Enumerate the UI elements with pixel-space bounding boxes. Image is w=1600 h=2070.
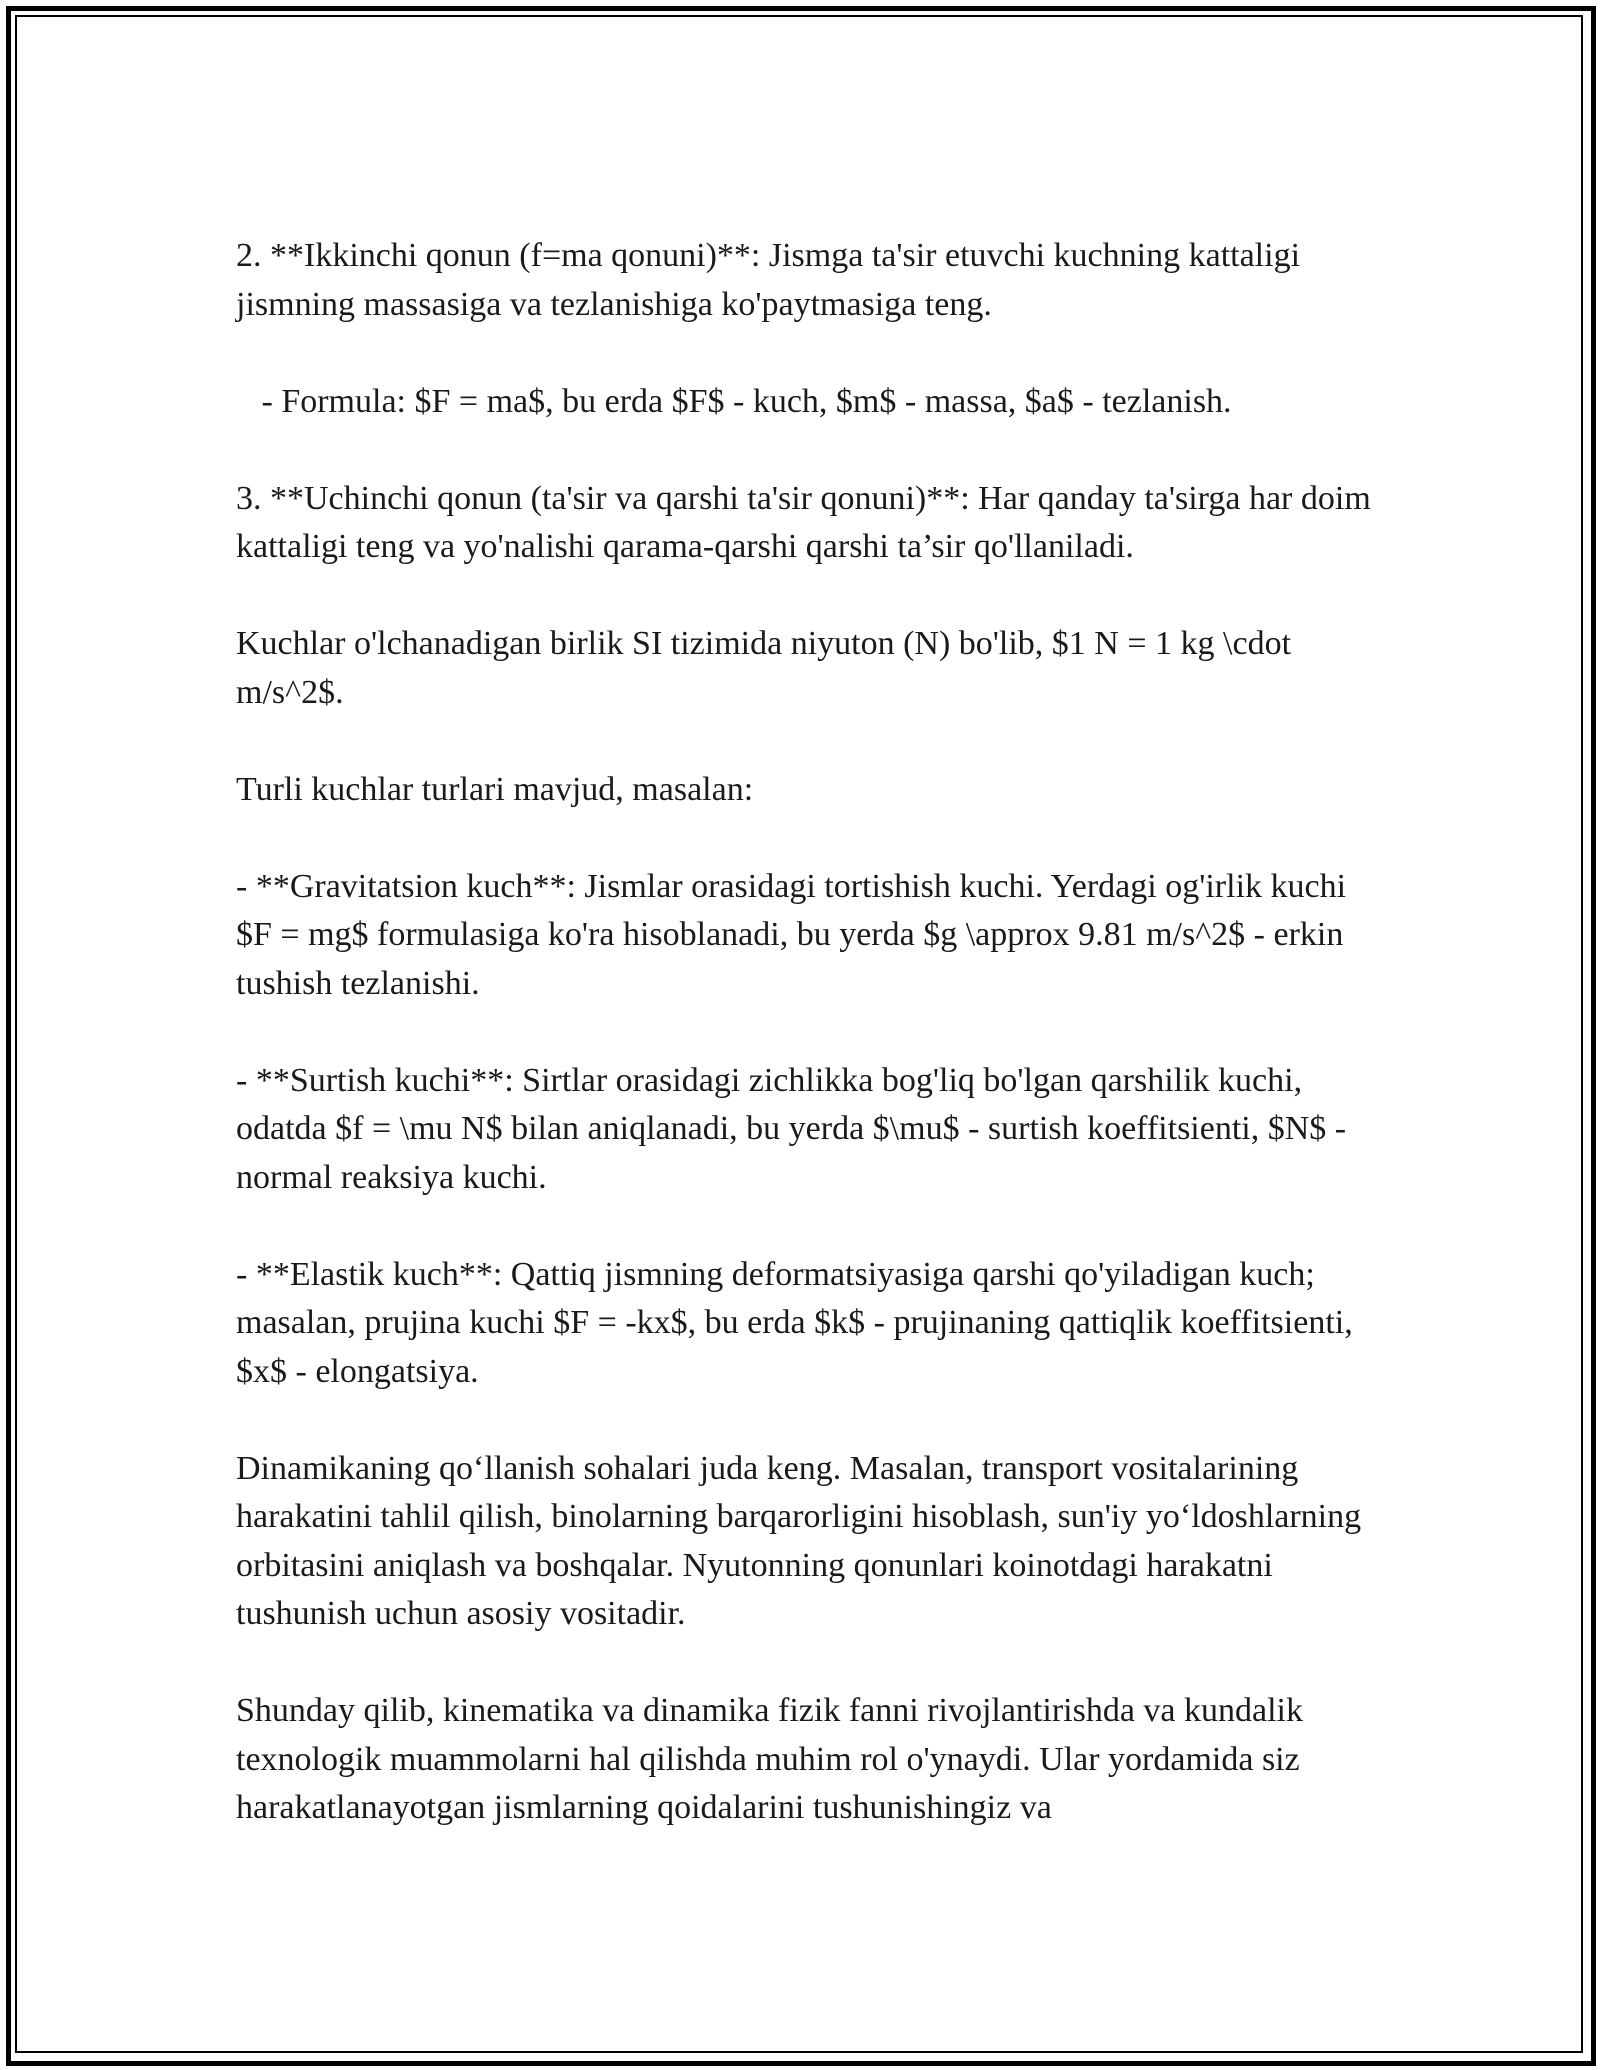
paragraph-conclusion: Shunday qilib, kinematika va dinamika fizik fanni rivojlantirishda va kundalik texnologik muammolarni hal qilishda muhim rol o'ynaydi. Ular yordamida siz harakatlanayotgan jismlarning qoidalarini tushunishingiz va: [236, 1692, 1312, 1826]
paragraph-friction-force: - **Surtish kuchi**: Sirtlar orasidagi zichlikka bog'liq bo'lgan qarshilik kuchi, odatda $f = \mu N$ bilan aniqlanadi, bu yerda $\mu$ - surtish koeffitsienti, $N$ - normal reaksiya kuchi.: [236, 1061, 1355, 1196]
paragraph-formula: - Formula: $F = ma$, bu erda $F$ - kuch, $m$ - massa, $a$ - tezlanish.: [236, 382, 1232, 420]
paragraph-second-law: 2. **Ikkinchi qonun (f=ma qonuni)**: Jismga ta'sir etuvchi kuchning kattaligi jismning massasiga va tezlanishiga ko'paytmasiga teng.: [236, 237, 1309, 323]
paragraph-gravitational-force: - **Gravitatsion kuch**: Jismlar orasidagi tortishish kuchi. Yerdagi og'irlik kuchi $F = mg$ formulasiga ko'ra hisoblanadi, bu yerda $g \approx 9.81 m/s^2$ - erkin tushish tezlanishi.: [236, 867, 1355, 1002]
paragraph-elastic-force: - **Elastik kuch**: Qattiq jismning deformatsiyasiga qarshi qo'yiladigan kuch; masalan, prujina kuchi $F = -kx$, bu erda $k$ - prujinaning qattiqlik koeffitsienti, $x$ - elongatsiya.: [236, 1255, 1362, 1390]
paragraph-third-law: 3. **Uchinchi qonun (ta'sir va qarshi ta'sir qonuni)**: Har qanday ta'sirga har doim kattaligi teng va yo'nalishi qarama-qarshi qarshi ta’sir qo'llaniladi.: [236, 479, 1380, 565]
document-body: [236, 232, 1386, 1881]
paragraph-applications: Dinamikaning qo‘llanish sohalari juda keng. Masalan, transport vositalarining harakatini tahlil qilish, binolarning barqarorligini hisoblash, sun'iy yo‘ldoshlarning orbitasini aniqlash va boshqalar. Nyutonning qonunlari koinotdagi harakatni tushunish uchun asosiy vositadir.: [236, 1449, 1370, 1632]
paragraph-force-types-intro: Turli kuchlar turlari mavjud, masalan:: [236, 770, 754, 808]
paragraph-si-unit: Kuchlar o'lchanadigan birlik SI tizimida niyuton (N) bo'lib, $1 N = 1 kg \cdot m/s^2$.: [236, 625, 1300, 711]
